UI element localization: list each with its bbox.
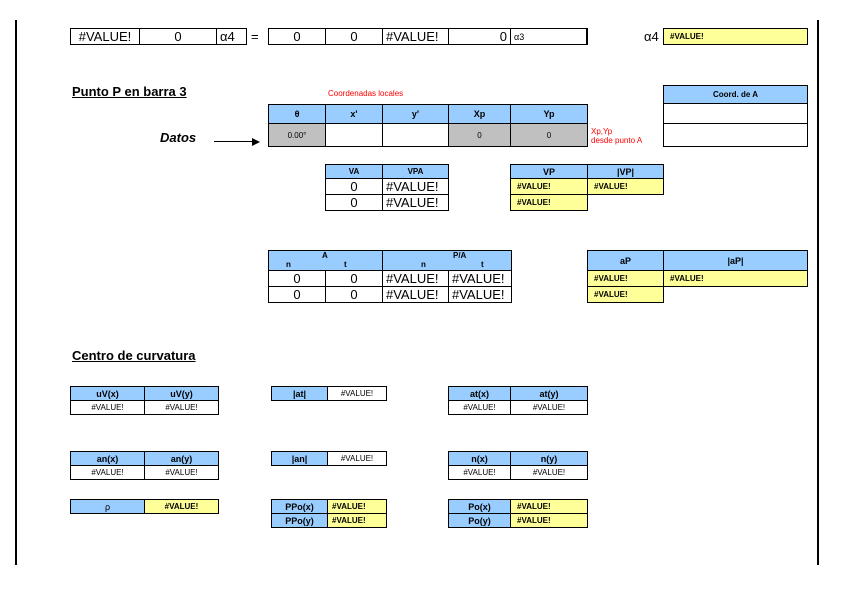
yp-header: Yp — [510, 104, 588, 124]
top-cell-3[interactable]: α4 — [216, 28, 247, 45]
va-row1[interactable]: 0 — [325, 178, 383, 195]
ppox-value[interactable]: #VALUE! — [327, 499, 387, 514]
poy-value[interactable]: #VALUE! — [510, 513, 588, 528]
vp-abs-value[interactable]: #VALUE! — [587, 178, 664, 195]
a-t-row2[interactable]: 0 — [325, 286, 383, 303]
vp-row2[interactable]: #VALUE! — [510, 194, 588, 211]
vpa-row2[interactable]: #VALUE! — [382, 194, 449, 211]
ap-row2[interactable]: #VALUE! — [587, 286, 664, 303]
atx-header: at(x) — [448, 386, 511, 401]
va-header: VA — [325, 164, 383, 179]
any-header: an(y) — [144, 451, 219, 466]
top-cell-2[interactable]: 0 — [139, 28, 217, 45]
top-cell-5[interactable]: 0 — [325, 28, 383, 45]
coord-a-y[interactable] — [663, 123, 808, 147]
ap-abs-value[interactable]: #VALUE! — [663, 270, 808, 287]
a-n-row2[interactable]: 0 — [268, 286, 326, 303]
datos-label: Datos — [160, 130, 197, 145]
a-n-row1[interactable]: 0 — [268, 270, 326, 287]
ny-header: n(y) — [510, 451, 588, 466]
alpha4-value[interactable]: #VALUE! — [663, 28, 808, 45]
ppox-label: PPo(x) — [271, 499, 328, 514]
pa-t-row2[interactable]: #VALUE! — [448, 286, 512, 303]
left-page-border — [15, 20, 17, 565]
a-t-sub: t — [344, 260, 347, 269]
right-page-border — [817, 20, 819, 565]
top-cell-8[interactable]: α3 — [510, 28, 588, 45]
nx-header: n(x) — [448, 451, 511, 466]
vpa-header: VPA — [382, 164, 449, 179]
y-prime-value[interactable] — [382, 123, 449, 147]
uvy-header: uV(y) — [144, 386, 219, 401]
xp-header: Xp — [448, 104, 511, 124]
centro-curvatura-title: Centro de curvatura — [72, 348, 196, 363]
ny-value[interactable]: #VALUE! — [510, 465, 588, 480]
pa-t-sub: t — [481, 260, 484, 269]
uvx-value[interactable]: #VALUE! — [70, 400, 145, 415]
coordenadas-locales-label: Coordenadas locales — [328, 89, 404, 98]
top-cell-1[interactable]: #VALUE! — [70, 28, 140, 45]
poy-label: Po(y) — [448, 513, 511, 528]
xp-value[interactable]: 0 — [448, 123, 511, 147]
pa-n-row1[interactable]: #VALUE! — [382, 270, 449, 287]
a-n-sub: n — [286, 260, 291, 269]
atx-value[interactable]: #VALUE! — [448, 400, 511, 415]
vp-header: VP — [510, 164, 588, 179]
rho-value[interactable]: #VALUE! — [144, 499, 219, 514]
pox-value[interactable]: #VALUE! — [510, 499, 588, 514]
pox-label: Po(x) — [448, 499, 511, 514]
x-prime-header: x' — [325, 104, 383, 124]
aty-header: at(y) — [510, 386, 588, 401]
punto-p-title: Punto P en barra 3 — [72, 84, 187, 99]
rho-label: ρ — [70, 499, 145, 514]
at-abs-value[interactable]: #VALUE! — [327, 386, 387, 401]
coord-a-x[interactable] — [663, 103, 808, 124]
pa-header — [382, 250, 512, 271]
theta-header: θ — [268, 104, 326, 124]
ap-row1[interactable]: #VALUE! — [587, 270, 664, 287]
nx-value[interactable]: #VALUE! — [448, 465, 511, 480]
y-prime-header: y' — [382, 104, 449, 124]
uvx-header: uV(x) — [70, 386, 145, 401]
equals-sign: = — [251, 29, 259, 44]
top-cell-4[interactable]: 0 — [268, 28, 326, 45]
ap-abs-header: |aP| — [663, 250, 808, 271]
va-row2[interactable]: 0 — [325, 194, 383, 211]
an-abs-value[interactable]: #VALUE! — [327, 451, 387, 466]
coord-a-header: Coord. de A — [663, 85, 808, 104]
ppoy-value[interactable]: #VALUE! — [327, 513, 387, 528]
arrow-head-icon — [252, 138, 260, 146]
a-t-row1[interactable]: 0 — [325, 270, 383, 287]
a-header-label: A — [322, 251, 328, 260]
xpyp-note-line1: Xp,Yp — [591, 127, 613, 136]
uvy-value[interactable]: #VALUE! — [144, 400, 219, 415]
theta-value[interactable]: 0.00° — [268, 123, 326, 147]
pa-n-row2[interactable]: #VALUE! — [382, 286, 449, 303]
aty-value[interactable]: #VALUE! — [510, 400, 588, 415]
top-cell-7[interactable]: 0 — [448, 28, 511, 45]
anx-header: an(x) — [70, 451, 145, 466]
any-value[interactable]: #VALUE! — [144, 465, 219, 480]
pa-n-sub: n — [421, 260, 426, 269]
x-prime-value[interactable] — [325, 123, 383, 147]
xpyp-note-line2: desde punto A — [591, 136, 643, 145]
vp-abs-header: |VP| — [587, 164, 664, 179]
ppoy-label: PPo(y) — [271, 513, 328, 528]
pa-t-row1[interactable]: #VALUE! — [448, 270, 512, 287]
alpha4-label: α4 — [644, 29, 659, 44]
vpa-row1[interactable]: #VALUE! — [382, 178, 449, 195]
pa-header-label: P/A — [453, 251, 467, 260]
vp-row1[interactable]: #VALUE! — [510, 178, 588, 195]
ap-header: aP — [587, 250, 664, 271]
yp-value[interactable]: 0 — [510, 123, 588, 147]
anx-value[interactable]: #VALUE! — [70, 465, 145, 480]
at-abs-label: |at| — [271, 386, 328, 401]
top-cell-6[interactable]: #VALUE! — [382, 28, 449, 45]
datos-arrow — [214, 141, 254, 142]
an-abs-label: |an| — [271, 451, 328, 466]
